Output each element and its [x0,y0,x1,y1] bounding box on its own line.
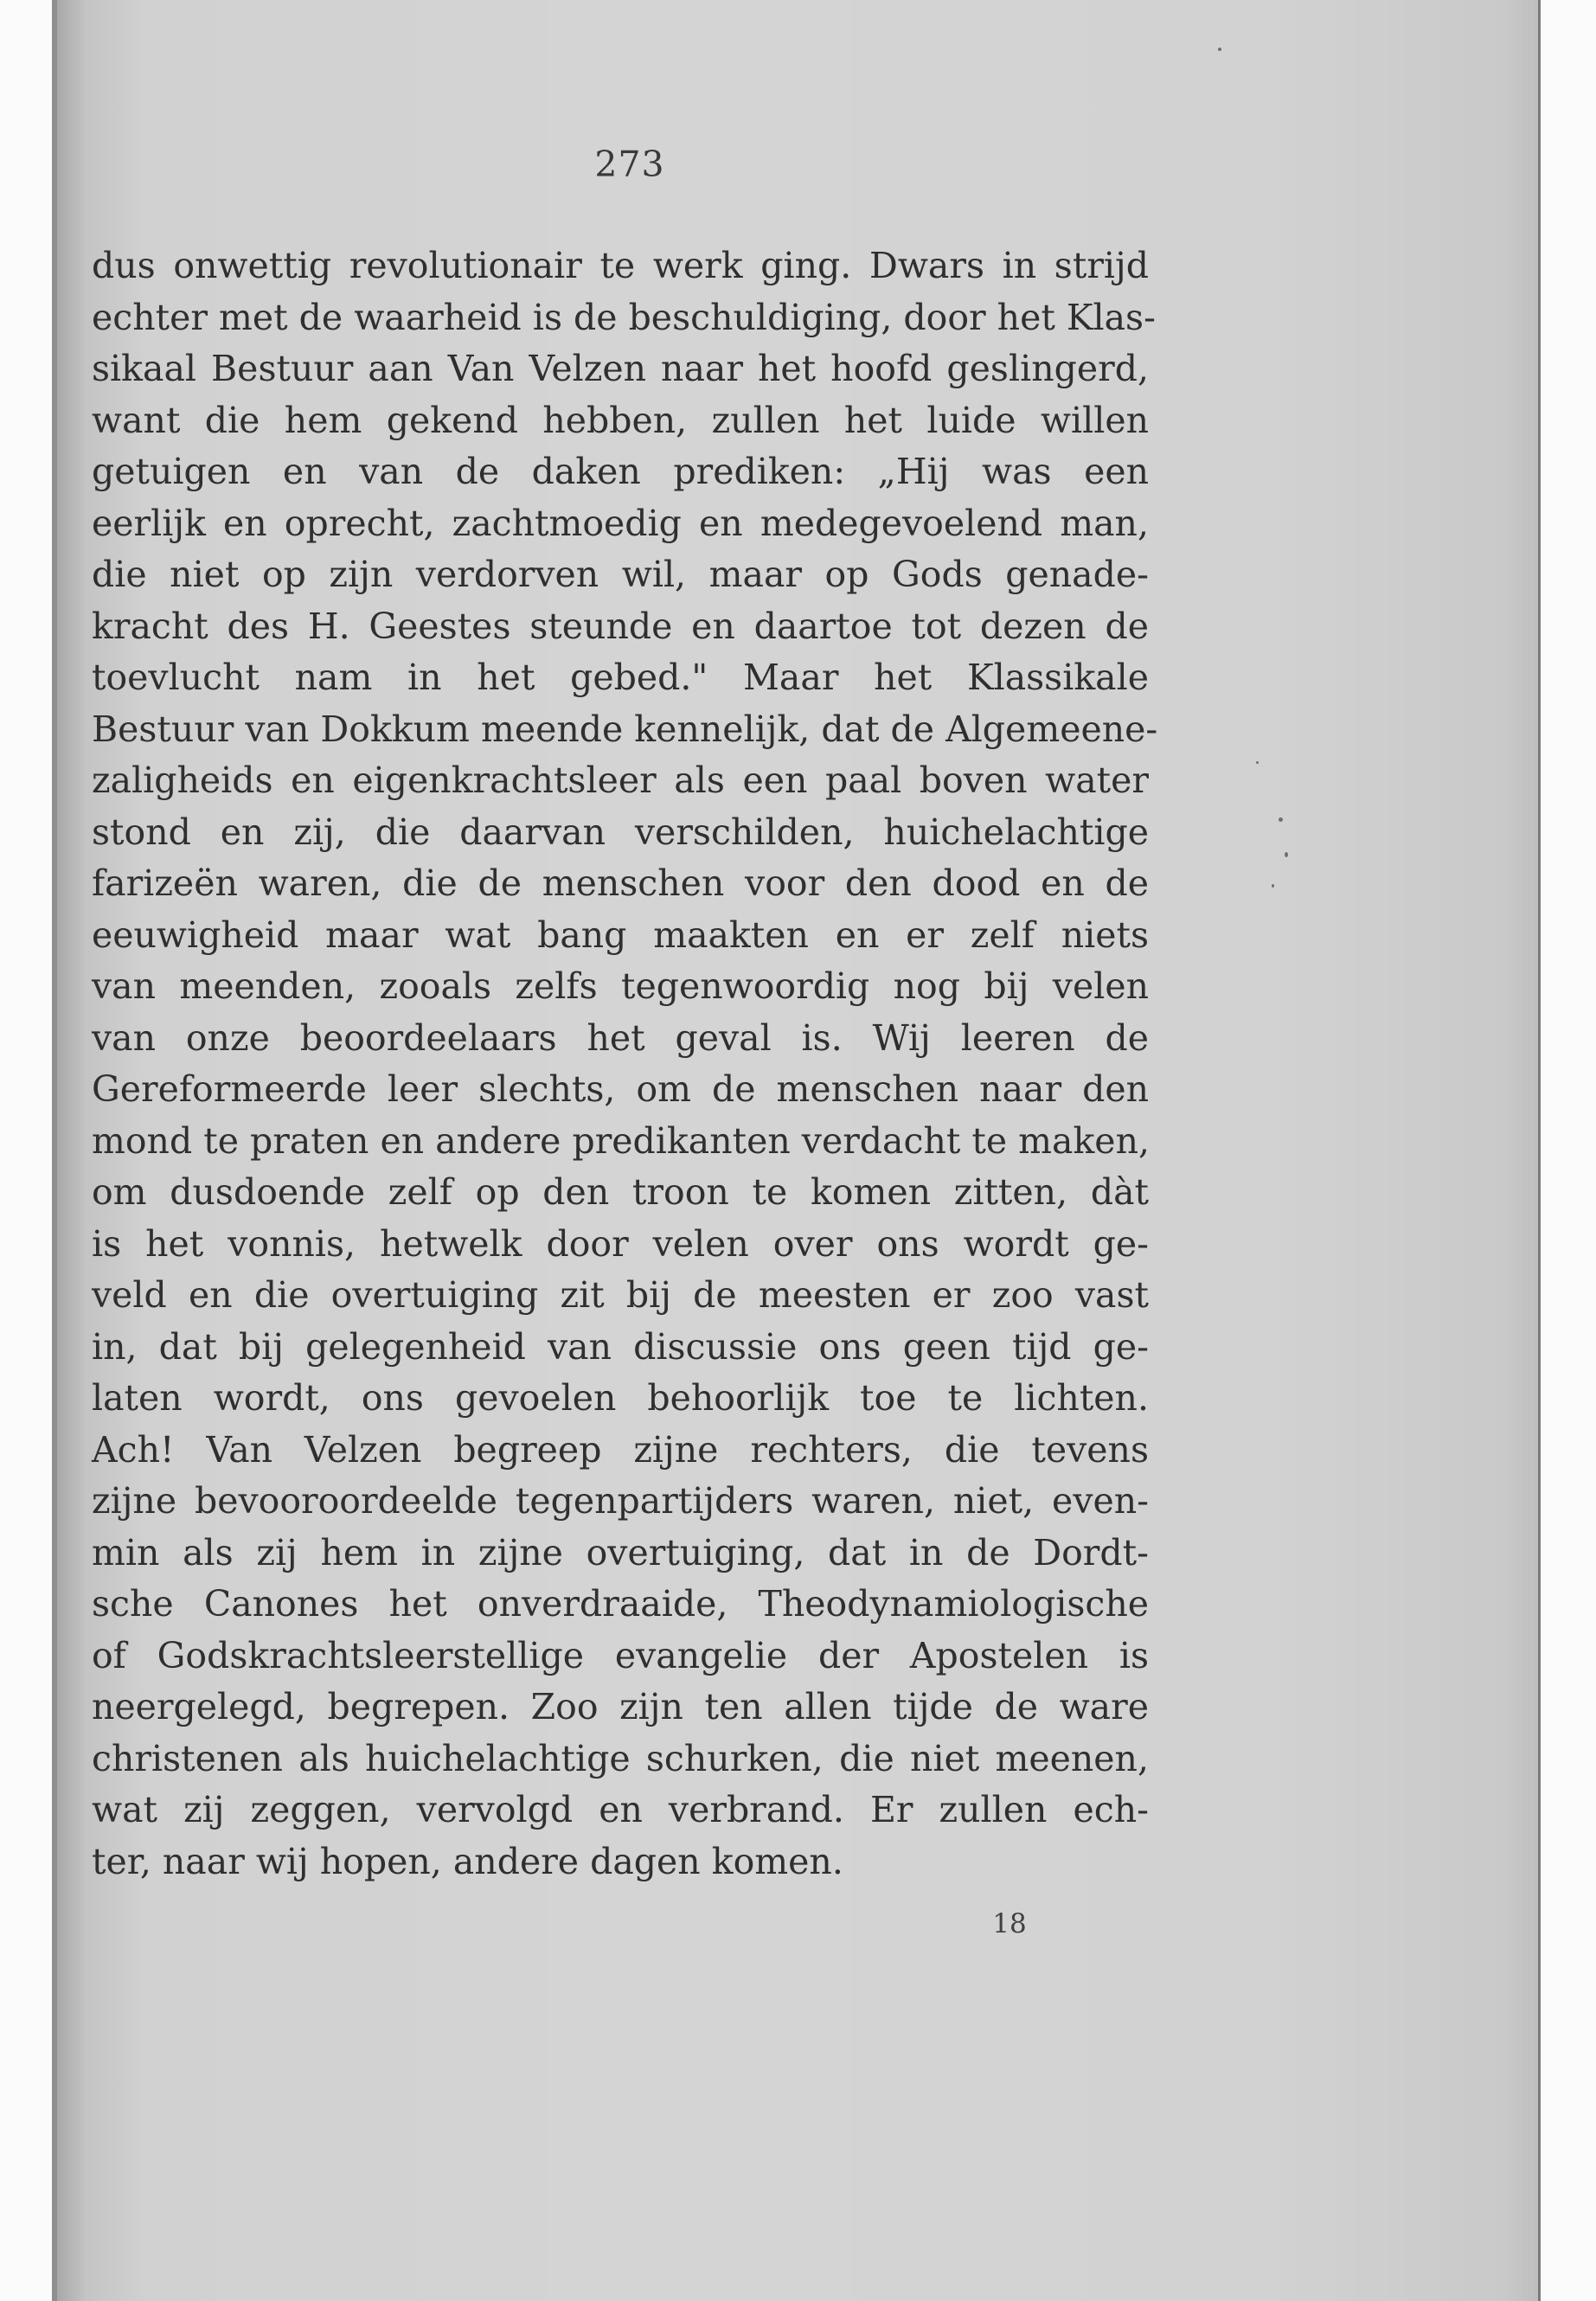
signature-mark: 18 [992,1908,1027,1939]
text-line: veld en die overtuiging zit bij de meesten er zoo vast [92,1274,1149,1316]
page-edge [1538,0,1541,2301]
text-line: echter met de waarheid is de beschuldiging, door het Klas- [92,296,1156,338]
text-line: zijne bevooroordeelde tegenpartijders waren, niet, even- [92,1480,1149,1522]
speck-mark [1218,48,1221,51]
body-text [92,240,1158,1888]
text-line: Gereformeerde leer slechts, om de menschen naar den [92,1068,1149,1110]
text-line: eeuwigheid maar wat bang maakten en er zelf niets [92,913,1149,956]
text-line: eerlijk en oprecht, zachtmoedig en medegevoelend man, [92,502,1149,544]
page-number: 273 [594,144,665,185]
text-line: mond te praten en andere predikanten verdacht te maken, [92,1119,1151,1162]
text-line: farizeën waren, die de menschen voor den dood en de [92,862,1149,904]
text-line: sche Canones het onverdraaide, Theodynamiologische [92,1583,1149,1625]
text-line: zaligheids en eigenkrachtsleer als een paal boven water [92,760,1149,801]
text-line: sikaal Bestuur aan Van Velzen naar het hoofd geslingerd, [92,348,1149,389]
text-line: die niet op zijn verdorven wil, maar op Gods genade- [92,554,1149,595]
speck-mark [1272,884,1274,888]
speck-mark [1256,761,1259,764]
text-line: laten wordt, ons gevoelen behoorlijk toe te lichten. [92,1377,1149,1419]
text-line: om dusdoende zelf op den troon te komen zitten, dàt [92,1171,1149,1213]
text-line: wat zij zeggen, vervolgd en verbrand. Er zullen ech- [92,1789,1149,1830]
text-line: Ach! Van Velzen begreep zijne rechters, die tevens [92,1428,1149,1471]
text-line: in, dat bij gelegenheid van discussie ons geen tijd ge- [92,1325,1149,1368]
text-line: kracht des H. Geestes steunde en daartoe tot dezen de [92,605,1149,647]
text-line: neergelegd, begrepen. Zoo zijn ten allen tijde de ware [92,1686,1149,1727]
text-line: min als zij hem in zijne overtuiging, dat in de Dordt- [92,1531,1149,1574]
text-line: is het vonnis, hetwelk door velen over ons wordt ge- [92,1222,1149,1265]
text-line: stond en zij, die daarvan verschilden, huichelachtige [92,811,1149,853]
text-line: dus onwettig revolutionair te werk ging. Dwars in strijd [92,245,1149,286]
speck-mark [1285,852,1288,857]
binding-gutter [52,0,57,2301]
text-line-last: ter, naar wij hopen, andere dagen komen. [92,1840,843,1882]
text-line: of Godskrachtsleerstellige evangelie der Apostelen is [92,1634,1149,1676]
text-line: van meenden, zooals zelfs tegenwoordig nog bij velen [92,965,1149,1007]
text-line: van onze beoordeelaars het geval is. Wij leeren de [92,1016,1149,1059]
text-line: getuigen en van de daken prediken: „Hij was een [92,451,1149,492]
text-line: christenen als huichelachtige schurken, die niet meenen, [92,1737,1149,1779]
text-line: Bestuur van Dokkum meende kennelijk, dat de Algemeene- [92,708,1158,750]
text-line: toevlucht nam in het gebed." Maar het Klassikale [92,657,1149,698]
text-line: want die hem gekend hebben, zullen het luide willen [92,399,1149,441]
speck-mark [1279,817,1283,822]
